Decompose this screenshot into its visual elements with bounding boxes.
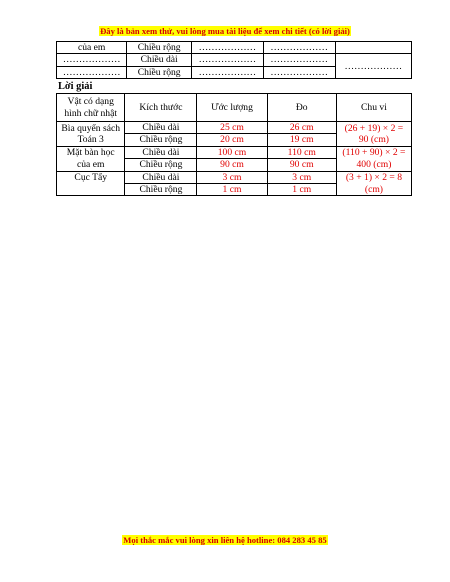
estimate-cell: 100 cm: [197, 146, 267, 158]
estimate-cell: 1 cm: [197, 184, 267, 196]
table-cell: ………………: [191, 66, 263, 78]
dimension-cell: Chiều dài: [125, 171, 197, 183]
dimension-cell: Chiều dài: [125, 146, 197, 158]
table-cell: ………………: [57, 54, 127, 66]
measured-cell: 1 cm: [267, 184, 336, 196]
perimeter-cell: (26 + 19) × 2 = 90 (cm): [336, 122, 411, 147]
table-cell: [335, 42, 411, 54]
estimate-cell: 3 cm: [197, 171, 267, 183]
column-header: Đo: [267, 94, 336, 122]
table-cell: ………………: [191, 42, 263, 54]
column-header: Vật có dạng hình chữ nhật: [57, 94, 125, 122]
object-name: Bìa quyển sách Toán 3: [57, 122, 125, 147]
table-cell: ………………: [263, 54, 335, 66]
table-row: [57, 54, 412, 66]
table-cell: Chiều rộng: [127, 42, 192, 54]
perimeter-cell: (3 + 1) × 2 = 8 (cm): [336, 171, 411, 196]
table-cell: ………………: [57, 66, 127, 78]
estimate-cell: 20 cm: [197, 134, 267, 146]
table-cell: ………………: [263, 42, 335, 54]
measured-cell: 26 cm: [267, 122, 336, 134]
hotline-banner: [0, 535, 450, 545]
object-name: Mặt bàn học của em: [57, 146, 125, 171]
table-row: [57, 171, 412, 183]
hotline-banner-text: Mọi thắc mắc vui lòng xin liên hệ hotline: 084 283 45 85: [123, 535, 327, 545]
table-cell: ………………: [335, 54, 411, 79]
column-header: Ước lượng: [197, 94, 267, 122]
table-row: [57, 146, 412, 158]
measured-cell: 90 cm: [267, 159, 336, 171]
dimension-cell: Chiều rộng: [125, 184, 197, 196]
preview-banner: [0, 26, 450, 36]
table-cell: ………………: [191, 54, 263, 66]
solution-table: [56, 93, 412, 196]
dimension-cell: Chiều rộng: [125, 134, 197, 146]
table-cell: ………………: [263, 66, 335, 78]
table-cell: Chiều rộng: [127, 66, 192, 78]
estimate-cell: 90 cm: [197, 159, 267, 171]
dimension-cell: Chiều rộng: [125, 159, 197, 171]
column-header: Kích thước: [125, 94, 197, 122]
object-name: Cục Tẩy: [57, 171, 125, 196]
table-row: [57, 122, 412, 134]
preview-banner-text: Đây là bản xem thử, vui lòng mua tài liệu để xem chi tiết (có lời giải): [100, 26, 350, 36]
estimate-cell: 25 cm: [197, 122, 267, 134]
measured-cell: 19 cm: [267, 134, 336, 146]
table-cell: của em: [57, 42, 127, 54]
measured-cell: 3 cm: [267, 171, 336, 183]
solution-heading: Lời giải: [58, 81, 93, 92]
table-row: [57, 42, 412, 54]
exercise-table: [56, 41, 412, 79]
dimension-cell: Chiều dài: [125, 122, 197, 134]
table-cell: Chiều dài: [127, 54, 192, 66]
measured-cell: 110 cm: [267, 146, 336, 158]
table-header-row: [57, 94, 412, 122]
perimeter-cell: (110 + 90) × 2 = 400 (cm): [336, 146, 411, 171]
column-header: Chu vi: [336, 94, 411, 122]
